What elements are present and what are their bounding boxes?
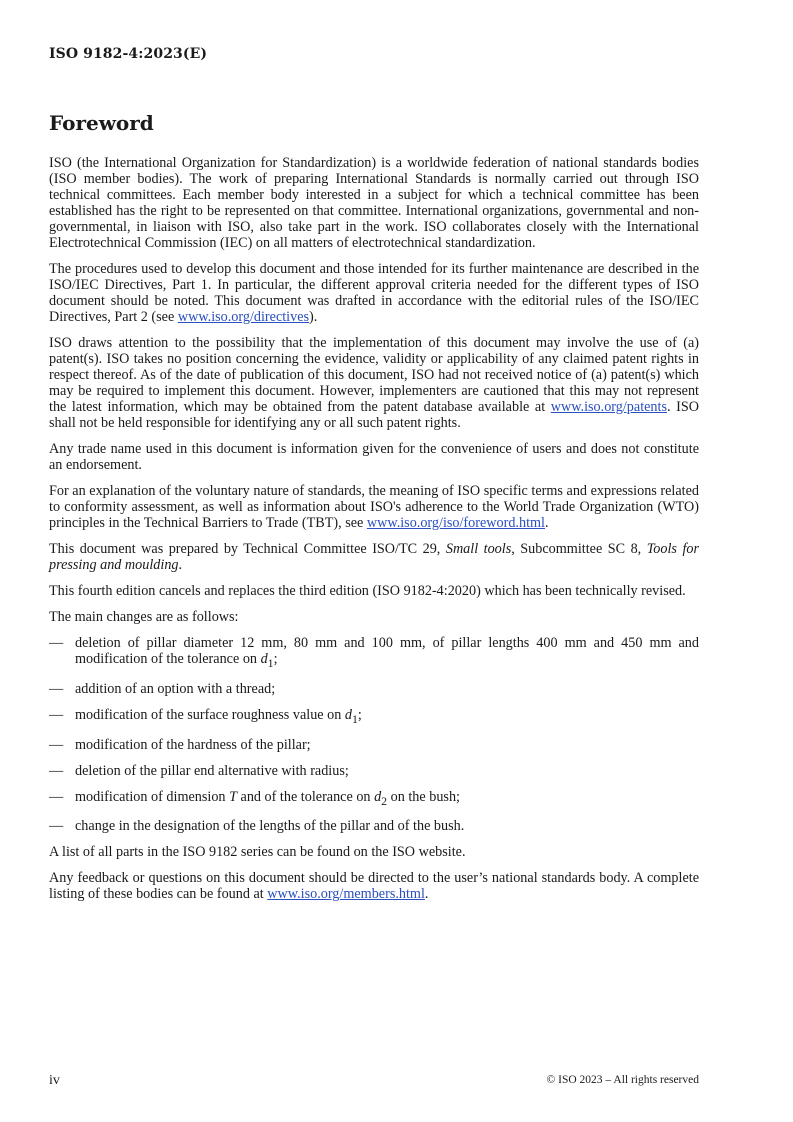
list-item xyxy=(49,763,699,779)
paragraph xyxy=(49,844,699,860)
variable: d xyxy=(260,651,268,667)
subscript: 2 xyxy=(381,793,388,808)
document-id: ISO 9182-4:2023(E) xyxy=(49,46,208,62)
paragraph-text: ). xyxy=(309,309,318,325)
list-item xyxy=(49,635,699,671)
paragraph-text: . xyxy=(424,886,429,903)
dash-bullet: — xyxy=(49,706,64,723)
list-item xyxy=(49,789,699,809)
dash-bullet: — xyxy=(49,818,64,835)
subscript: 1 xyxy=(351,711,358,726)
list-item-text: deletion of pillar diameter 12 mm, 80 mm and 100 mm, of pillar lengths 400 mm and 450 mm and modification of the tolerance on xyxy=(75,635,699,667)
dash-bullet: — xyxy=(49,635,64,651)
page-title: Foreword xyxy=(49,111,154,135)
paragraph xyxy=(49,335,699,431)
paragraph-text: A list of all parts in the ISO 9182 series can be found on the ISO website. xyxy=(49,844,466,861)
list-item-text: on the bush; xyxy=(387,788,460,805)
paragraph xyxy=(49,583,699,599)
paragraph xyxy=(49,541,699,573)
paragraph-text: . xyxy=(178,557,183,573)
paragraph xyxy=(49,870,699,902)
paragraph-text: . ISO shall not be held responsible for identifying any or all such patent rights. xyxy=(49,399,699,431)
subcommittee-name: Tools for pressing and moulding xyxy=(49,541,700,573)
paragraph-text: This document was prepared by Technical Committee ISO/TC 29, xyxy=(49,541,446,557)
paragraph-text: Any feedback or questions on this document should be directed to the user’s national standards body. A complete listing of these bodies can be found at xyxy=(49,870,699,903)
copyright-notice: © ISO 2023 – All rights reserved xyxy=(546,1074,699,1086)
paragraph-text: The main changes are as follows: xyxy=(49,609,239,625)
dash-bullet: — xyxy=(49,762,64,779)
page-number: iv xyxy=(49,1073,60,1088)
paragraph xyxy=(49,441,699,473)
variable: T xyxy=(229,788,237,805)
paragraph-text: Any trade name used in this document is information given for the convenience of users and does not constitute an endorsement. xyxy=(49,441,699,473)
list-item xyxy=(49,707,699,727)
members-link[interactable]: www.iso.org/members.html xyxy=(267,886,425,903)
paragraph-text: . xyxy=(545,515,549,531)
list-item-text: modification of the hardness of the pillar; xyxy=(75,736,311,753)
list-item-text: ; xyxy=(273,651,278,667)
paragraph xyxy=(49,261,699,325)
dash-bullet: — xyxy=(49,788,64,805)
dash-bullet: — xyxy=(49,680,64,697)
patents-link[interactable]: www.iso.org/patents xyxy=(550,399,667,415)
list-item xyxy=(49,737,699,753)
list-item-text: modification of the surface roughness value on xyxy=(75,706,345,723)
directives-link[interactable]: www.iso.org/directives xyxy=(177,309,310,325)
subscript: 1 xyxy=(267,655,274,670)
list-item-text: ; xyxy=(357,706,362,723)
list-item xyxy=(49,681,699,697)
variable: d xyxy=(344,706,352,723)
paragraph xyxy=(49,483,699,531)
list-item-text: modification of dimension xyxy=(75,788,230,805)
paragraph-text: The procedures used to develop this document and those intended for its further maintenance are described in the ISO/IEC Directives, Part 1. In particular, the different approval criteria needed for the different types of ISO document should be noted. This document was drafted in accordance with the editorial rules of the ISO/IEC Directives, Part 2 (see xyxy=(49,261,699,325)
paragraph-text: This fourth edition cancels and replaces the third edition (ISO 9182-4:2020) which has been technically revised. xyxy=(49,583,686,599)
variable: d xyxy=(374,788,382,805)
changes-list xyxy=(49,635,699,834)
committee-name: Small tools xyxy=(445,541,512,557)
list-item-text: addition of an option with a thread; xyxy=(75,680,276,697)
paragraph-text: ISO (the International Organization for Standardization) is a worldwide federation of national standards bodies (ISO member bodies). The work of preparing International Standards is normally carried out through ISO technical committees. Each member body interested in a subject for which a technical committee has been established has the right to be represented on that committee. International organizations, governmental and non-governmental, in liaison with ISO, also take part in the work. ISO collaborates closely with the International Electrotechnical Commission (IEC) on all matters of electrotechnical standardization. xyxy=(49,155,699,251)
list-item xyxy=(49,818,699,834)
foreword-body xyxy=(49,155,699,912)
paragraph-text: , Subcommittee SC 8, xyxy=(511,541,647,557)
paragraph-text: For an explanation of the voluntary nature of standards, the meaning of ISO specific terms and expressions related to conformity assessment, as well as information about ISO's adherence to the World Trade Organization (WTO) principles in the Technical Barriers to Trade (TBT), see xyxy=(49,483,699,531)
paragraph xyxy=(49,155,699,251)
list-item-text: change in the designation of the lengths of the pillar and of the bush. xyxy=(75,818,465,835)
foreword-link[interactable]: www.iso.org/iso/foreword.html xyxy=(366,515,545,531)
list-item-text: deletion of the pillar end alternative with radius; xyxy=(75,762,349,779)
dash-bullet: — xyxy=(49,736,64,753)
list-item-text: and of the tolerance on xyxy=(236,788,375,805)
paragraph xyxy=(49,609,699,625)
paragraph-text: ISO draws attention to the possibility that the implementation of this document may involve the use of (a) patent(s). ISO takes no position concerning the evidence, validity or applicability of any claimed patent rights in respect thereof. As of the date of publication of this document, ISO had not received notice of (a) patent(s) which may be required to implement this document. However, implementers are cautioned that this may not represent the latest information, which may be obtained from the patent database available at xyxy=(49,335,699,415)
